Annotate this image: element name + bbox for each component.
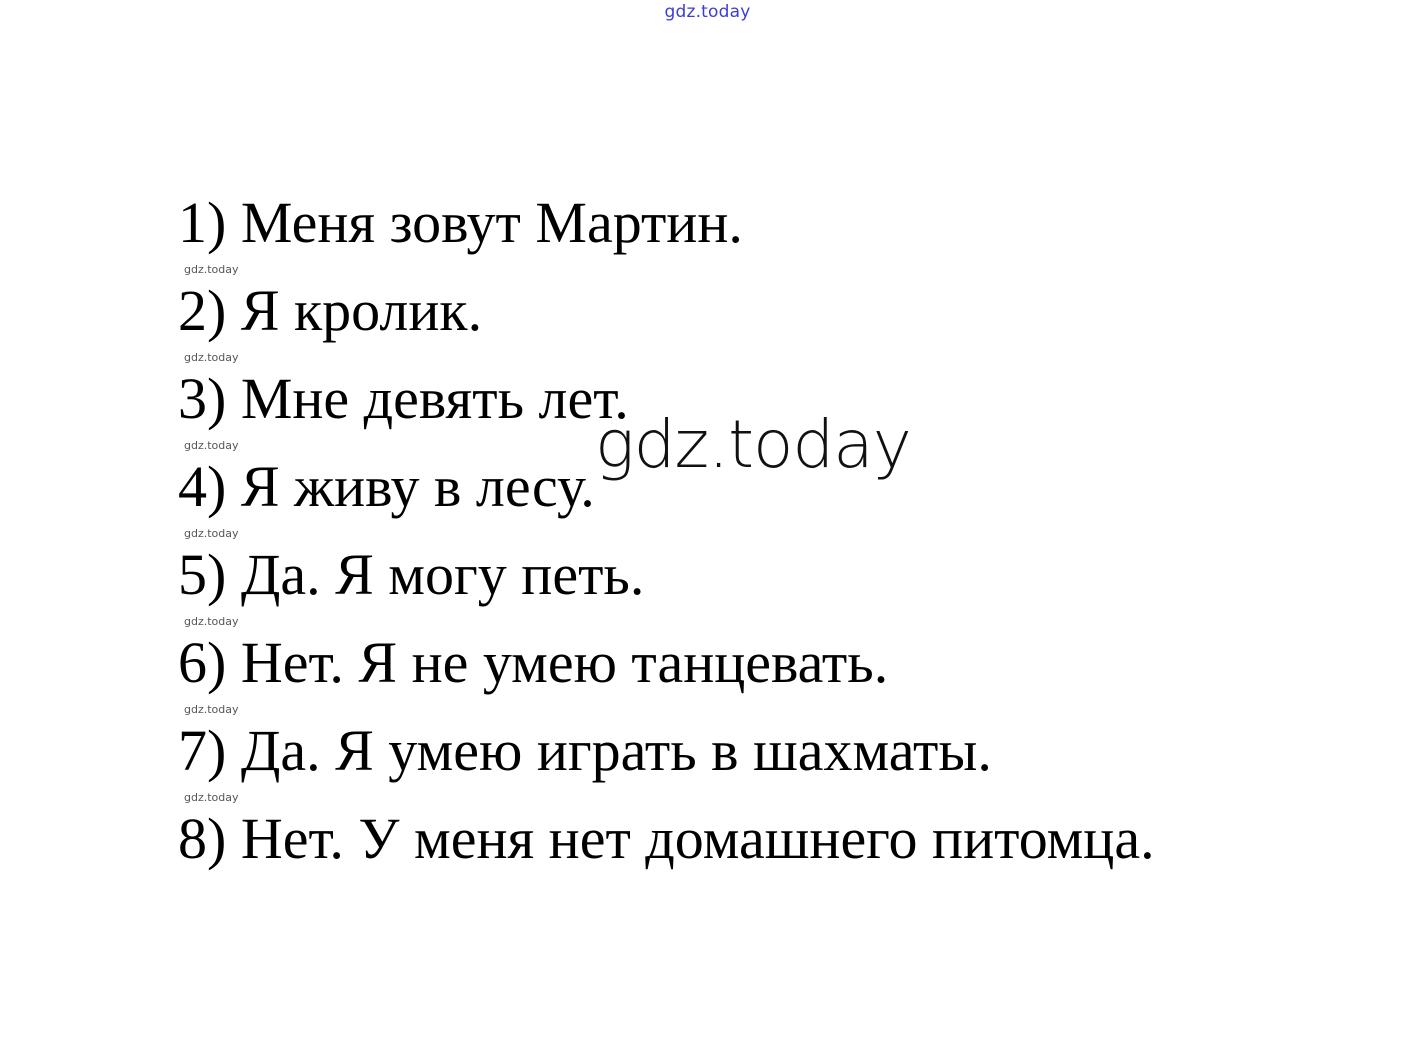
watermark-small: gdz.today [184, 439, 239, 452]
answer-list [178, 178, 1328, 878]
answer-text: 7) Да. Я умею играть в шахматы. [178, 718, 992, 783]
answer-text: 5) Да. Я могу петь. [178, 542, 645, 607]
watermark-top: gdz.today [664, 2, 751, 22]
watermark-small: gdz.today [184, 263, 239, 276]
answer-line-8 [178, 790, 1328, 878]
answer-text: 8) Нет. У меня нет домашнего питомца. [178, 806, 1155, 871]
answer-line-5 [178, 526, 1328, 614]
answer-line-1 [178, 178, 1328, 262]
answer-line-2 [178, 262, 1328, 350]
answer-text: 6) Нет. Я не умею танцевать. [178, 630, 889, 695]
answer-text: 3) Мне девять лет. [178, 366, 629, 431]
watermark-small: gdz.today [184, 615, 239, 628]
watermark-small: gdz.today [184, 351, 239, 364]
answer-text: 2) Я кролик. [178, 278, 483, 343]
watermark-small: gdz.today [184, 527, 239, 540]
watermark-center: gdz.today [595, 406, 911, 483]
watermark-small: gdz.today [184, 703, 239, 716]
watermark-small: gdz.today [184, 791, 239, 804]
answer-line-7 [178, 702, 1328, 790]
answer-line-6 [178, 614, 1328, 702]
answer-text: 4) Я живу в лесу. [178, 454, 595, 519]
answer-text: 1) Меня зовут Мартин. [178, 190, 743, 255]
